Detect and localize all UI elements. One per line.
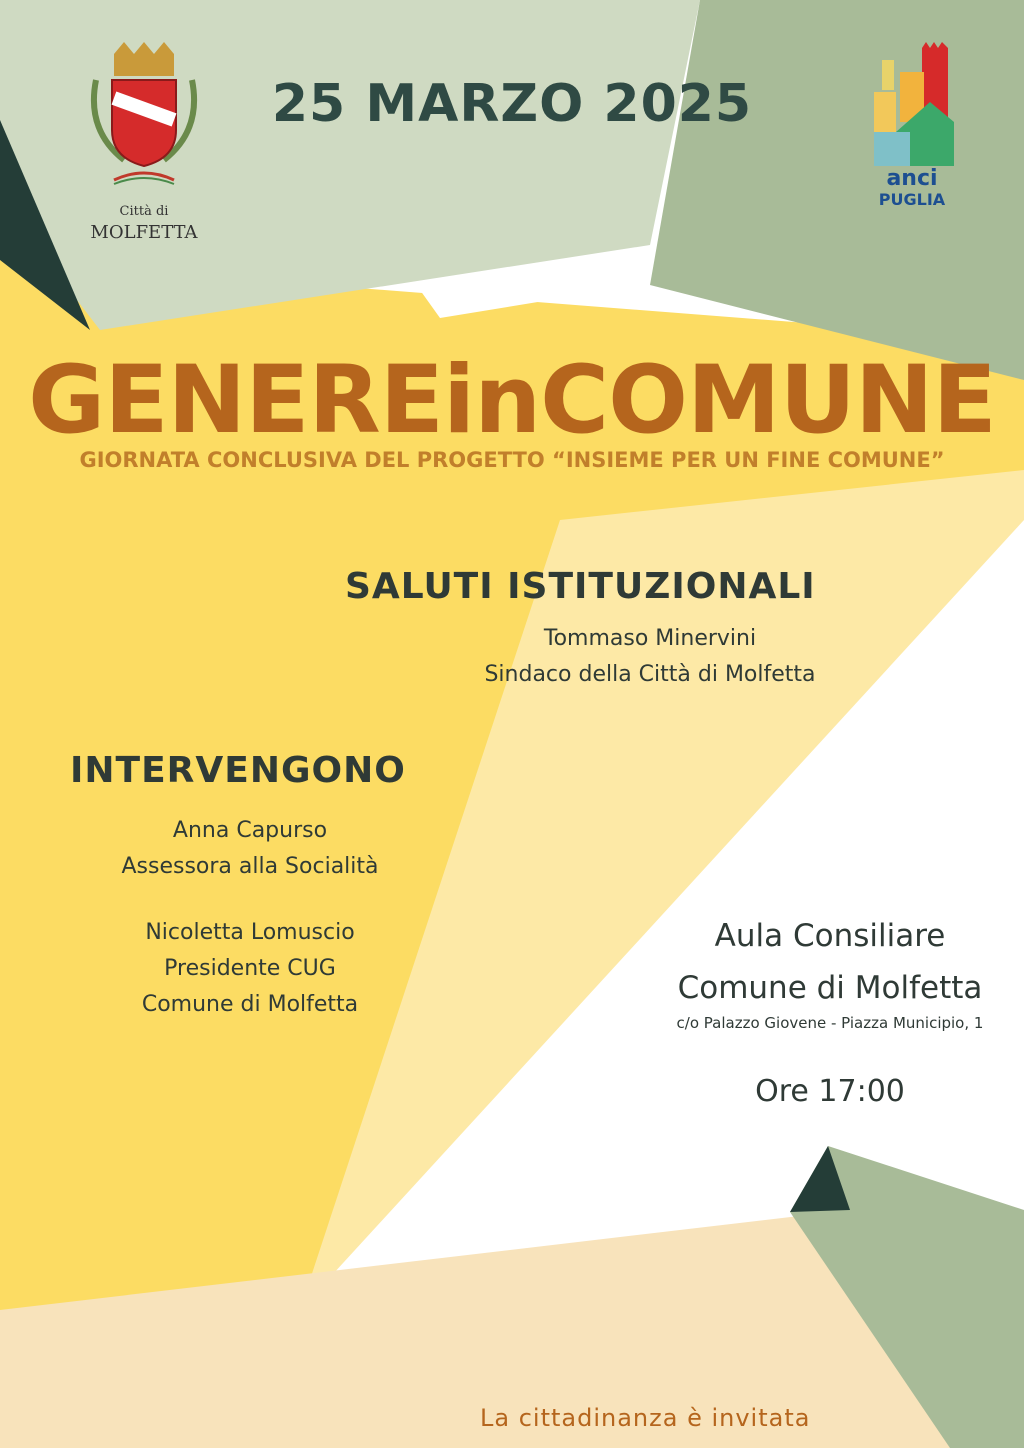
venue-room: Aula Consiliare <box>714 918 946 954</box>
city-logo-line2: MOLFETTA <box>90 222 198 243</box>
saluti-speaker-role: Sindaco della Città di Molfetta <box>484 662 816 687</box>
event-time: Ore 17:00 <box>755 1074 905 1109</box>
saluti-speaker-name: Tommaso Minervini <box>543 626 757 651</box>
venue-name: Comune di Molfetta <box>677 970 983 1006</box>
event-date: 25 MARZO 2025 <box>271 74 753 134</box>
event-title: GENEREinCOMUNE <box>28 346 996 455</box>
speaker-2-role: Presidente CUG <box>164 956 336 981</box>
anci-logo-line1: anci <box>886 166 938 191</box>
saluti-heading: SALUTI ISTITUZIONALI <box>345 566 816 607</box>
city-logo-line1: Città di <box>119 204 169 219</box>
event-subtitle: GIORNATA CONCLUSIVA DEL PROGETTO “INSIEME PER UN FINE COMUNE” <box>79 448 945 472</box>
speaker-1-name: Anna Capurso <box>172 818 328 843</box>
venue-address: c/o Palazzo Giovene - Piazza Municipio, 1 <box>676 1014 984 1032</box>
speaker-1-role: Assessora alla Socialità <box>121 854 379 879</box>
anci-logo-line2: PUGLIA <box>878 190 946 209</box>
speaker-2-name: Nicoletta Lomuscio <box>145 920 355 945</box>
interventi-heading: INTERVENGONO <box>70 750 406 791</box>
invitation-note: La cittadinanza è invitata <box>480 1404 811 1432</box>
speaker-2-org: Comune di Molfetta <box>141 992 359 1017</box>
